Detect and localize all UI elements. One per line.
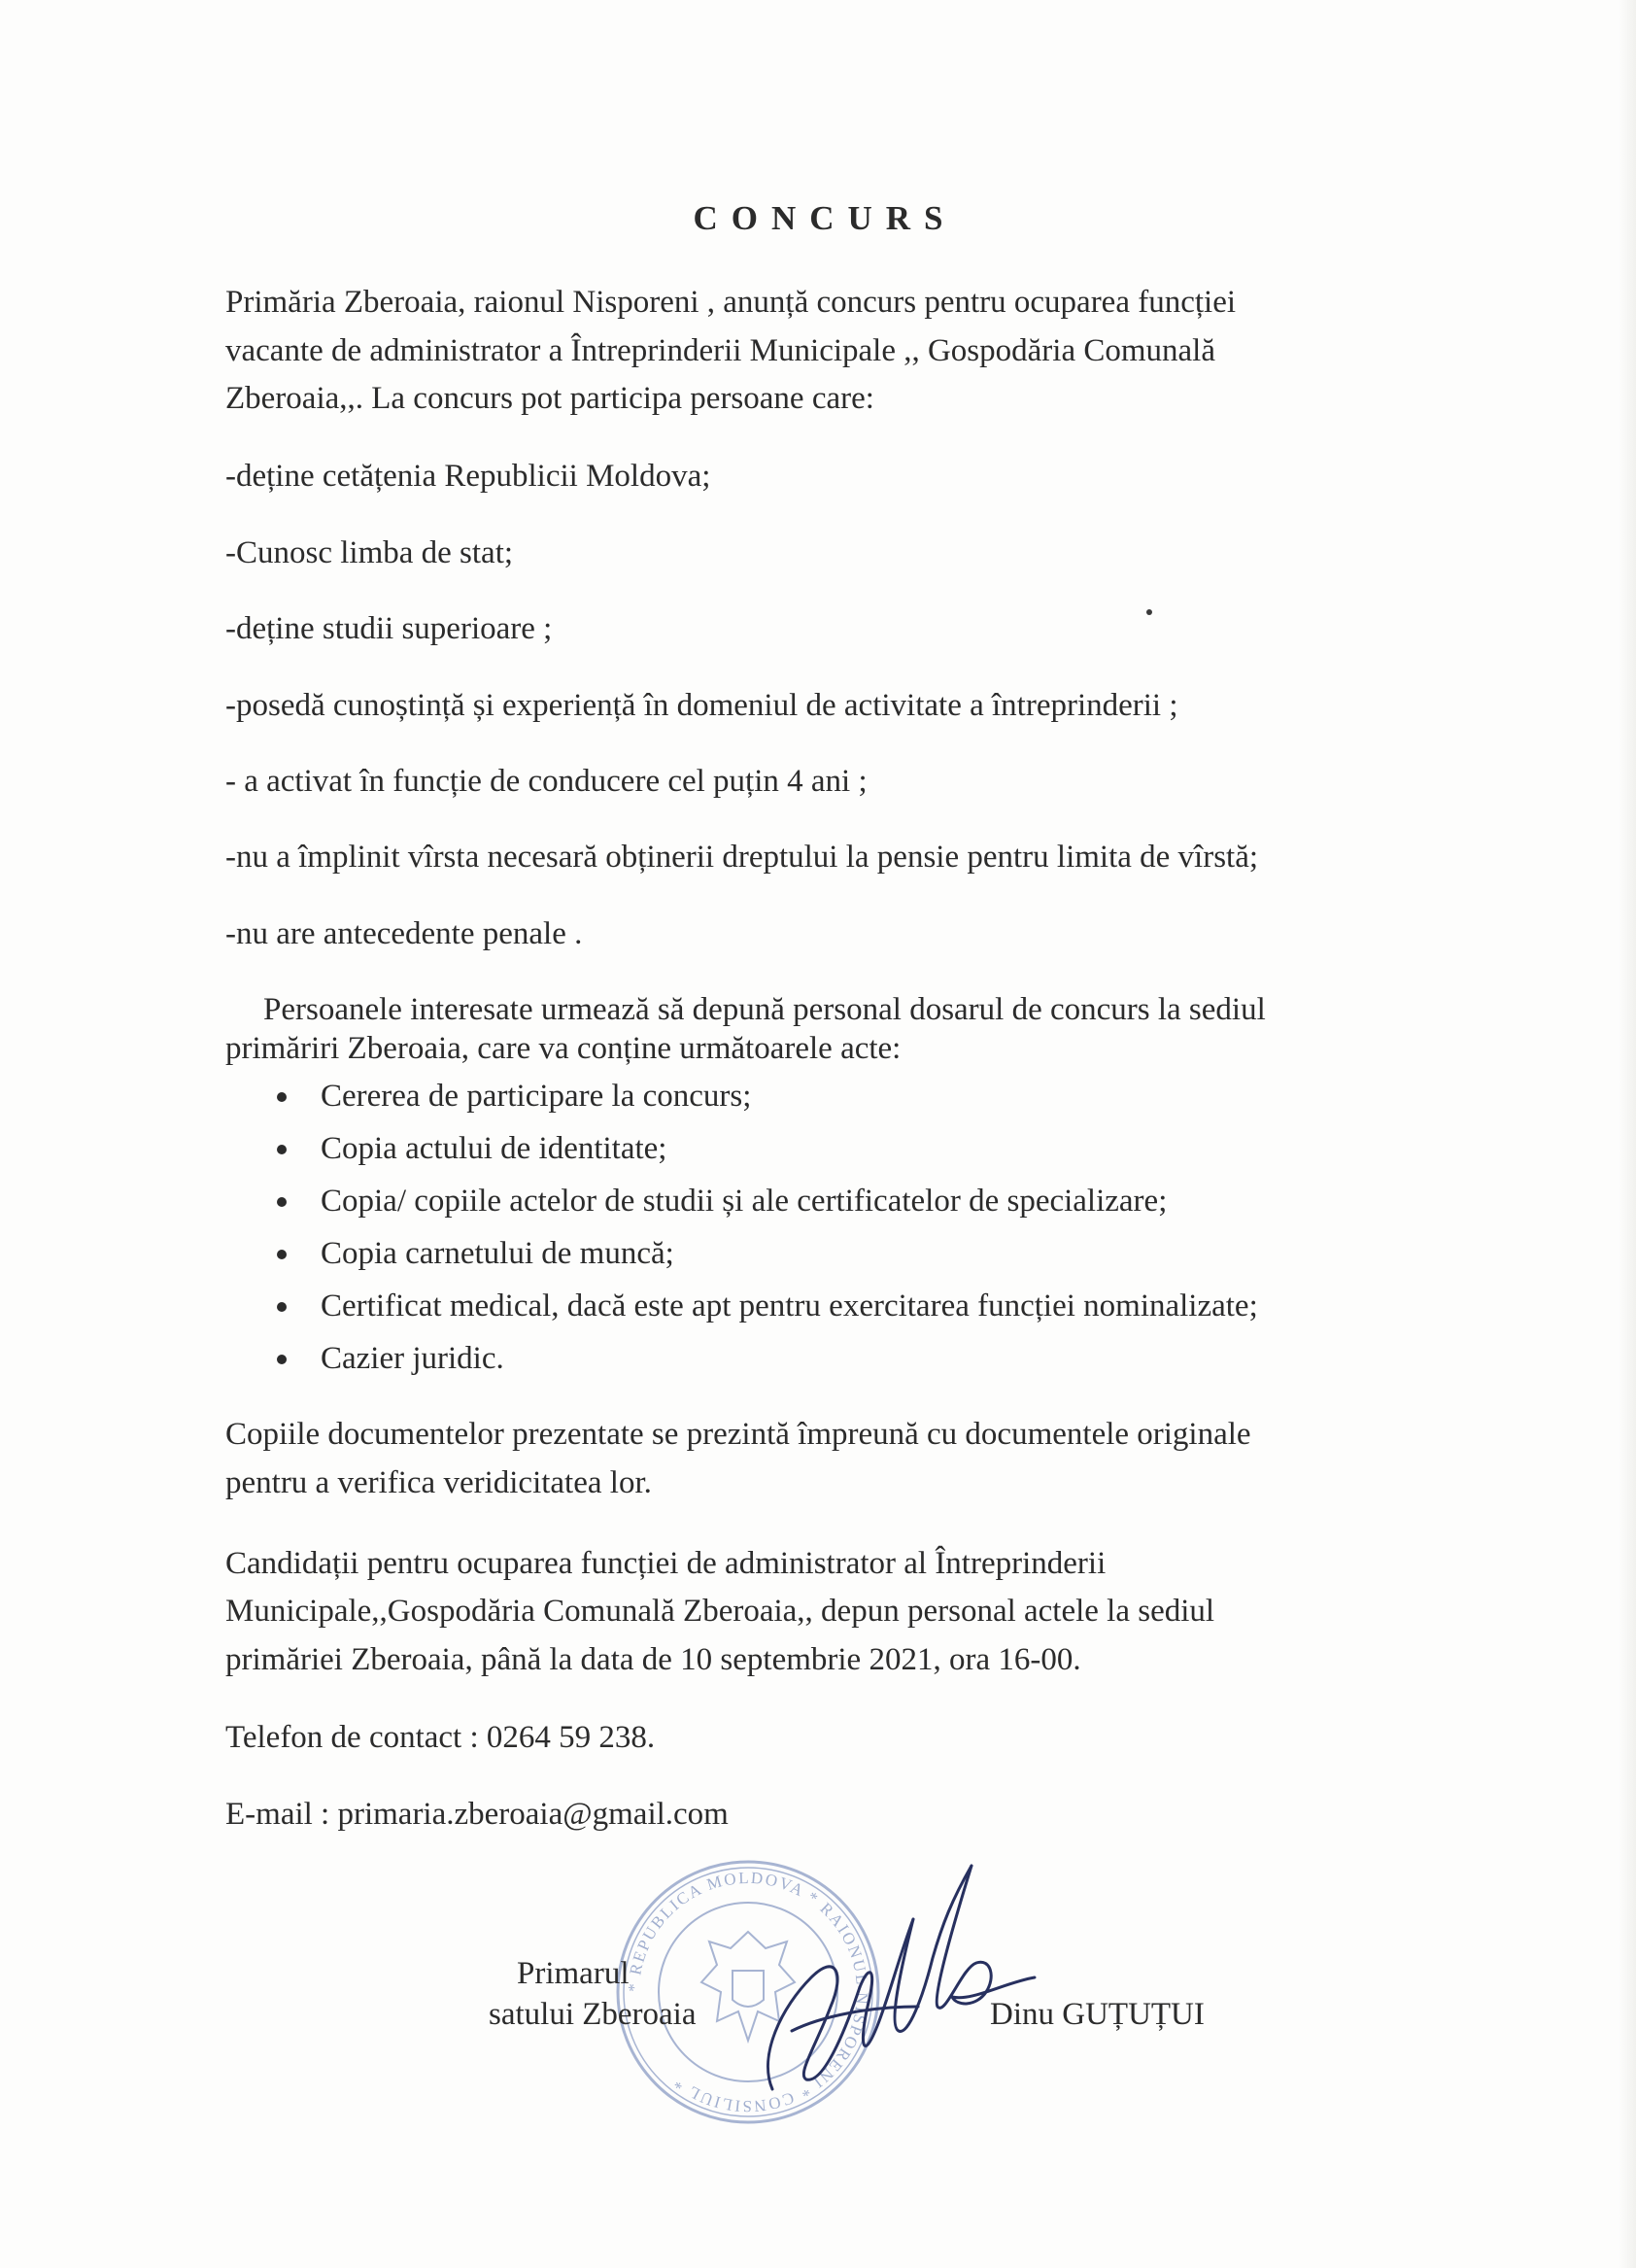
- handwritten-signature: [753, 1861, 1044, 2113]
- deadline-line-1: Candidații pentru ocuparea funcției de administrator al Întreprinderii: [225, 1546, 1107, 1581]
- requirement-item: -Cunosc limba de stat;: [225, 535, 514, 570]
- page-shadow-edge: [1619, 0, 1636, 2268]
- requirement-item: -nu a împlinit vîrsta necesară obținerii dreptului la pensie pentru limita de vîrstă;: [225, 840, 1259, 875]
- requirement-item: -posedă cunoștință și experiență în domeniul de activitate a întreprinderii ;: [225, 688, 1178, 723]
- signatory-title-line-1: Primarul: [517, 1956, 630, 1991]
- document-list-item: Copia carnetului de muncă;: [277, 1227, 1258, 1280]
- document-title: CONCURS: [693, 199, 957, 237]
- signatory-name: Dinu GUȚUȚUI: [990, 1997, 1205, 2032]
- intro-line-1: Primăria Zberoaia, raionul Nisporeni , anunță concurs pentru ocuparea funcției: [225, 285, 1237, 320]
- document-list-item: Certificat medical, dacă este apt pentru exercitarea funcției nominalizate;: [277, 1280, 1258, 1332]
- requirement-item: -deține studii superioare ;: [225, 611, 553, 646]
- dossier-intro-line-1: Persoanele interesate urmează să depună personal dosarul de concurs la sediul: [263, 992, 1266, 1027]
- intro-line-3: Zberoaia,,. La concurs pot participa persoane care:: [225, 381, 874, 416]
- intro-line-2: vacante de administrator a Întreprinderii Municipale ,, Gospodăria Comunală: [225, 333, 1215, 368]
- contact-phone: Telefon de contact : 0264 59 238.: [225, 1720, 656, 1755]
- deadline-line-2: Municipale,,Gospodăria Comunală Zberoaia,, depun personal actele la sediul: [225, 1594, 1215, 1629]
- document-list-item: Copia/ copiile actelor de studii și ale certificatelor de specializare;: [277, 1175, 1258, 1227]
- ink-speck: [1146, 609, 1152, 615]
- stamp-ring-text: * REPUBLICA MOLDOVA * RAIONUL NISPORENI * CONSILIUL *: [624, 1868, 872, 2116]
- document-list-item: Cazier juridic.: [277, 1332, 1258, 1385]
- requirement-item: -deține cetățenia Republicii Moldova;: [225, 459, 711, 494]
- dossier-intro-line-2: primăriri Zberoaia, care va conține următoarele acte:: [225, 1031, 902, 1066]
- requirement-item: -nu are antecedente penale .: [225, 916, 583, 951]
- deadline-line-3: primăriei Zberoaia, până la data de 10 septembrie 2021, ora 16-00.: [225, 1642, 1081, 1677]
- contact-email: E-mail : primaria.zberoaia@gmail.com: [225, 1797, 729, 1832]
- copies-note-line-2: pentru a verifica veridicitatea lor.: [225, 1465, 652, 1500]
- copies-note-line-1: Copiile documentelor prezentate se prezintă împreună cu documentele originale: [225, 1417, 1251, 1452]
- requirement-item: - a activat în funcție de conducere cel puțin 4 ani ;: [225, 764, 868, 799]
- signatory-title-line-2: satului Zberoaia: [489, 1997, 697, 2032]
- documents-list: [277, 1070, 1258, 1385]
- document-list-item: Copia actului de identitate;: [277, 1122, 1258, 1175]
- document-list-item: Cererea de participare la concurs;: [277, 1070, 1258, 1122]
